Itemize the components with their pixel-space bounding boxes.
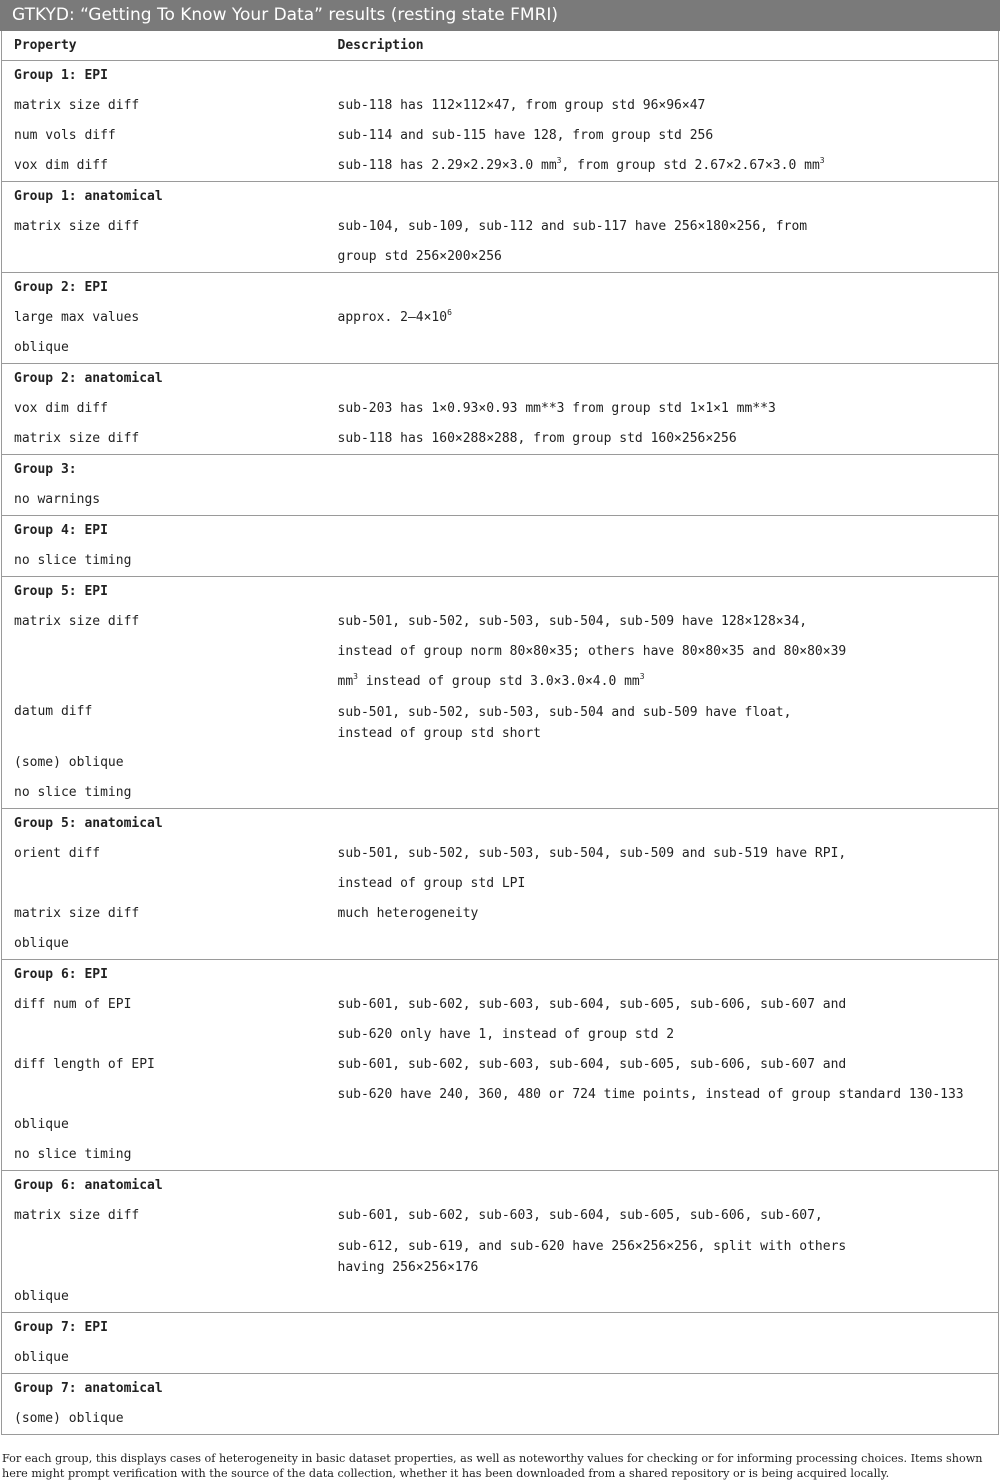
- description-cell: sub-118 has 160×288×288, from group std 160×256×256: [337, 431, 737, 446]
- property-cell: matrix size diff: [14, 1208, 140, 1223]
- group-header-row: [2, 1171, 999, 1202]
- group-header-row: [2, 516, 999, 547]
- table-body: [2, 61, 999, 1435]
- table-row: [2, 121, 999, 151]
- description-cell: instead of group std LPI: [337, 876, 526, 891]
- property-cell: oblique: [14, 936, 69, 951]
- description-cell: sub-601, sub-602, sub-603, sub-604, sub-605, sub-606, sub-607,: [337, 1208, 823, 1223]
- description-text: approx. 2–4×10: [337, 310, 448, 325]
- property-cell: datum diff: [14, 704, 93, 719]
- results-table: [1, 31, 999, 1435]
- group-header-row: [2, 960, 999, 991]
- table-row: [2, 546, 999, 577]
- description-cell: [326, 778, 999, 809]
- description-cell: sub-601, sub-602, sub-603, sub-604, sub-605, sub-606, sub-607 and: [337, 1057, 847, 1072]
- table-row: [2, 424, 999, 455]
- table-row: [2, 899, 999, 929]
- table-row: [2, 485, 999, 516]
- property-cell: oblique: [14, 340, 69, 355]
- property-cell: num vols diff: [14, 128, 116, 143]
- description-text: mm: [337, 674, 354, 689]
- group-header-row: [2, 1374, 999, 1405]
- description-cell: [326, 303, 999, 333]
- group-header-row: [2, 273, 999, 304]
- description-cell: sub-203 has 1×0.93×0.93 mm**3 from group std 1×1×1 mm**3: [337, 401, 776, 416]
- description-text: sub-118 has 2.29×2.29×3.0 mm: [337, 158, 557, 173]
- superscript: 3: [556, 156, 562, 165]
- column-header-property: Property: [2, 31, 326, 61]
- property-cell: [2, 1080, 326, 1110]
- property-cell: matrix size diff: [14, 98, 140, 113]
- description-cell: [326, 546, 999, 577]
- table-row: [2, 303, 999, 333]
- description-cell: sub-501, sub-502, sub-503, sub-504, sub-509 and sub-519 have RPI,: [337, 846, 847, 861]
- table-row: [2, 151, 999, 182]
- description-cell: [326, 1404, 999, 1435]
- description-line: instead of group std short: [337, 726, 541, 741]
- description-cell: sub-118 has 112×112×47, from group std 96×96×47: [337, 98, 706, 113]
- description-cell: [326, 667, 999, 697]
- property-cell: orient diff: [14, 846, 101, 861]
- group-header-row: [2, 1313, 999, 1344]
- table-row: [2, 242, 999, 273]
- description-cell: sub-114 and sub-115 have 128, from group std 256: [337, 128, 714, 143]
- property-cell: matrix size diff: [14, 906, 140, 921]
- property-cell: diff num of EPI: [14, 997, 132, 1012]
- superscript: 3: [819, 156, 825, 165]
- group-header-row: [2, 577, 999, 608]
- group-header-row: [2, 455, 999, 486]
- description-cell: [326, 1231, 999, 1282]
- property-cell: [2, 869, 326, 899]
- group-label: Group 5: anatomical: [2, 809, 999, 840]
- group-header-row: [2, 182, 999, 213]
- group-label: Group 5: EPI: [2, 577, 999, 608]
- property-cell: no slice timing: [14, 785, 132, 800]
- description-cell: [326, 1140, 999, 1171]
- group-label: Group 1: anatomical: [2, 182, 999, 213]
- description-line: sub-501, sub-502, sub-503, sub-504 and sub-509 have float,: [337, 705, 792, 720]
- property-cell: oblique: [14, 1117, 69, 1132]
- property-cell: [2, 242, 326, 273]
- description-cell: sub-620 only have 1, instead of group std 2: [337, 1027, 675, 1042]
- description-cell: [326, 748, 999, 778]
- property-cell: [2, 1231, 326, 1282]
- property-cell: no warnings: [14, 492, 101, 507]
- property-cell: (some) oblique: [14, 755, 124, 770]
- property-cell: matrix size diff: [14, 431, 140, 446]
- description-cell: group std 256×200×256: [337, 249, 502, 264]
- table-row: [2, 697, 999, 748]
- table-row: [2, 1110, 999, 1140]
- description-line: sub-612, sub-619, and sub-620 have 256×256×256, split with others: [337, 1239, 847, 1254]
- column-header-description: Description: [326, 31, 999, 61]
- description-text: instead of group std 3.0×3.0×4.0 mm: [357, 674, 640, 689]
- table-row: [2, 1080, 999, 1110]
- property-cell: matrix size diff: [14, 614, 140, 629]
- table-row: [2, 607, 999, 637]
- description-cell: [326, 1343, 999, 1374]
- description-cell: sub-601, sub-602, sub-603, sub-604, sub-605, sub-606, sub-607 and: [337, 997, 847, 1012]
- table-row: [2, 778, 999, 809]
- table-row: [2, 667, 999, 697]
- group-label: Group 2: anatomical: [2, 364, 999, 395]
- description-cell: much heterogeneity: [337, 906, 479, 921]
- property-cell: vox dim diff: [14, 401, 108, 416]
- group-label: Group 6: EPI: [2, 960, 999, 991]
- description-cell: [326, 1110, 999, 1140]
- table-row: [2, 839, 999, 869]
- property-cell: oblique: [14, 1289, 69, 1304]
- property-cell: (some) oblique: [14, 1411, 124, 1426]
- table-row: [2, 1050, 999, 1080]
- description-cell: instead of group norm 80×80×35; others have 80×80×35 and 80×80×39: [337, 644, 847, 659]
- table-row: [2, 1231, 999, 1282]
- table-row: [2, 212, 999, 242]
- table-row: [2, 1282, 999, 1313]
- table-row: [2, 333, 999, 364]
- table-row: [2, 1020, 999, 1050]
- group-label: Group 1: EPI: [14, 68, 108, 83]
- property-cell: matrix size diff: [14, 219, 140, 234]
- table-row: [2, 394, 999, 424]
- description-cell: [326, 485, 999, 516]
- superscript: 3: [353, 672, 358, 681]
- group-header-row: [2, 61, 999, 92]
- table-footnote: For each group, this displays cases of heterogeneity in basic dataset properties, as well as noteworthy values for checking or for informing processing choices. Items shown here might prompt verification with the source of the data collection, whether it has been downloaded from a shared repository or is being acquired locally.: [2, 1452, 983, 1480]
- table-row: [2, 1140, 999, 1171]
- table-row: [2, 1201, 999, 1231]
- table-row: [2, 91, 999, 121]
- property-cell: [2, 1020, 326, 1050]
- property-cell: [2, 637, 326, 667]
- property-cell: no slice timing: [14, 1147, 132, 1162]
- table-row: [2, 1343, 999, 1374]
- description-text: , from group std 2.67×2.67×3.0 mm: [561, 158, 820, 173]
- table-row: [2, 869, 999, 899]
- group-header-row: [2, 364, 999, 395]
- description-cell: [326, 151, 999, 182]
- property-cell: vox dim diff: [14, 158, 108, 173]
- group-label: Group 4: EPI: [2, 516, 999, 547]
- description-cell: sub-620 have 240, 360, 480 or 724 time points, instead of group standard 130-133: [337, 1087, 964, 1102]
- property-cell: [2, 667, 326, 697]
- superscript: 6: [447, 308, 452, 317]
- superscript: 3: [639, 672, 645, 681]
- group-label: Group 3:: [2, 455, 999, 486]
- property-cell: diff length of EPI: [14, 1057, 155, 1072]
- table-row: [2, 748, 999, 778]
- description-cell: [326, 333, 999, 364]
- property-cell: oblique: [14, 1350, 69, 1365]
- table-row: [2, 1404, 999, 1435]
- description-cell: [326, 697, 999, 748]
- group-label: Group 7: anatomical: [2, 1374, 999, 1405]
- table-title: GTKYD: “Getting To Know Your Data” results (resting state FMRI): [0, 0, 1000, 31]
- group-label: Group 7: EPI: [2, 1313, 999, 1344]
- table-row: [2, 990, 999, 1020]
- table-row: [2, 929, 999, 960]
- group-label: Group 2: EPI: [2, 273, 999, 304]
- property-cell: no slice timing: [14, 553, 132, 568]
- description-cell: [326, 929, 999, 960]
- description-cell: sub-104, sub-109, sub-112 and sub-117 have 256×180×256, from: [337, 219, 808, 234]
- group-header-row: [2, 809, 999, 840]
- group-label: Group 6: anatomical: [2, 1171, 999, 1202]
- property-cell: large max values: [14, 310, 140, 325]
- table-header-row: [2, 31, 999, 61]
- description-cell: [326, 1282, 999, 1313]
- description-line: having 256×256×176: [337, 1260, 479, 1275]
- table-row: [2, 637, 999, 667]
- description-cell: sub-501, sub-502, sub-503, sub-504, sub-509 have 128×128×34,: [337, 614, 808, 629]
